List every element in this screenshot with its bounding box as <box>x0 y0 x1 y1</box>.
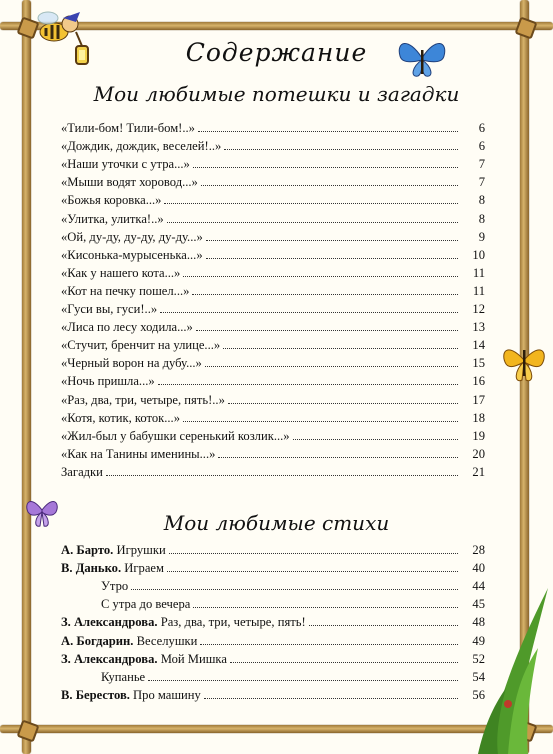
toc-entry-text: «Кот на печку пошел...» <box>61 283 190 298</box>
toc-page-number: 13 <box>472 320 485 335</box>
toc-entry-text: «Божья коровка...» <box>61 193 162 208</box>
contents-heading: Содержание <box>185 38 368 67</box>
toc-entry-author: З. Александрова. <box>61 615 158 630</box>
toc-leader-dots <box>196 330 458 331</box>
toc-entry-text: «Улитка, улитка!..» <box>61 211 164 226</box>
toc-entry[interactable] <box>61 190 485 208</box>
toc-entry-text: Мой Мишка <box>157 651 227 666</box>
toc-entry-title <box>61 284 192 299</box>
toc-entry[interactable] <box>61 208 485 226</box>
toc-page-number: 11 <box>472 283 485 298</box>
toc-list-poems <box>61 540 485 703</box>
toc-leader-dots <box>198 131 458 132</box>
toc-entry-text: «Наши уточки с утра...» <box>61 157 190 172</box>
toc-page-number: 18 <box>472 410 485 425</box>
toc-leader-dots <box>193 607 458 608</box>
toc-leader-dots <box>200 644 458 645</box>
toc-entry[interactable] <box>61 649 485 667</box>
toc-entry-text: С утра до вечера <box>101 597 191 612</box>
toc-entry-text: Игрушки <box>113 543 166 558</box>
toc-entry[interactable] <box>61 426 485 444</box>
toc-entry-title <box>61 338 223 353</box>
toc-entry-title <box>61 212 167 227</box>
toc-entry-text: Играем <box>121 561 164 576</box>
toc-entry-text: Утро <box>101 579 129 594</box>
toc-entry-title <box>61 634 200 649</box>
toc-leader-dots <box>164 203 458 204</box>
toc-entry[interactable] <box>61 136 485 154</box>
toc-leader-dots <box>223 348 458 349</box>
toc-entry[interactable] <box>61 118 485 136</box>
toc-page-number: 54 <box>472 669 485 684</box>
toc-entry[interactable] <box>61 576 485 594</box>
toc-page-number: 28 <box>472 543 485 558</box>
toc-page-number: 44 <box>472 579 485 594</box>
toc-entry-title <box>61 157 193 172</box>
toc-entry-title <box>61 543 169 558</box>
toc-leader-dots <box>224 149 458 150</box>
toc-entry[interactable] <box>61 371 485 389</box>
toc-entry-title <box>61 248 206 263</box>
toc-entry-text: Про машину <box>129 687 201 702</box>
toc-entry-text: «Гуси вы, гуси!..» <box>61 302 158 317</box>
toc-entry-title <box>61 429 293 444</box>
toc-entry-title <box>61 356 205 371</box>
toc-entry[interactable] <box>61 462 485 480</box>
toc-entry-title <box>61 597 193 612</box>
toc-entry[interactable] <box>61 389 485 407</box>
toc-leader-dots <box>206 240 458 241</box>
toc-page-number: 9 <box>478 229 485 244</box>
toc-entry-author: А. Барто. <box>61 543 114 558</box>
toc-page-number: 15 <box>472 356 485 371</box>
toc-entry[interactable] <box>61 245 485 263</box>
toc-page-number: 12 <box>472 302 485 317</box>
toc-entry-title <box>61 393 228 408</box>
toc-leader-dots <box>183 421 458 422</box>
toc-entry-text: «Кисонька-мурысенька...» <box>61 247 203 262</box>
toc-leader-dots <box>206 258 458 259</box>
toc-page-number: 21 <box>472 464 485 479</box>
toc-entry-text: «Ночь пришла...» <box>61 374 155 389</box>
toc-leader-dots <box>228 403 458 404</box>
toc-entry-title <box>61 465 106 480</box>
toc-entry-text: «Стучит, бренчит на улице...» <box>61 338 221 353</box>
toc-leader-dots <box>309 625 458 626</box>
toc-entry-title <box>61 579 131 594</box>
toc-entry-title <box>61 670 148 685</box>
toc-entry[interactable] <box>61 281 485 299</box>
toc-page-number: 17 <box>472 392 485 407</box>
toc-entry-text: Загадки <box>61 464 103 479</box>
toc-entry-text: «Ой, ду-ду, ду-ду, ду-ду...» <box>61 229 203 244</box>
toc-entry[interactable] <box>61 172 485 190</box>
toc-leader-dots <box>158 384 458 385</box>
toc-page-number: 7 <box>478 157 485 172</box>
toc-entry[interactable] <box>61 667 485 685</box>
toc-entry-text: «Как на Танины именины...» <box>61 446 216 461</box>
toc-entry[interactable] <box>61 444 485 462</box>
toc-entry-text: Веселушки <box>133 633 198 648</box>
toc-entry-text: «Черный ворон на дубу...» <box>61 356 202 371</box>
toc-leader-dots <box>106 475 458 476</box>
toc-page-number: 45 <box>472 597 485 612</box>
toc-entry-title <box>61 688 204 703</box>
toc-leader-dots <box>167 222 458 223</box>
toc-entry-author: В. Данько. <box>61 561 122 576</box>
toc-entry-text: «Лиса по лесу ходила...» <box>61 320 193 335</box>
toc-leader-dots <box>167 571 458 572</box>
toc-entry-title <box>61 175 201 190</box>
toc-page-number: 6 <box>478 139 485 154</box>
toc-entry-text: «Жил-был у бабушки серенький козлик...» <box>61 428 290 443</box>
toc-entry-title <box>61 447 218 462</box>
toc-page-number: 10 <box>472 247 485 262</box>
toc-leader-dots <box>183 276 458 277</box>
toc-leader-dots <box>148 680 458 681</box>
toc-entry-text: «Как у нашего кота...» <box>61 265 181 280</box>
toc-entry[interactable] <box>61 612 485 630</box>
toc-entry-title <box>61 615 309 630</box>
toc-leader-dots <box>192 294 458 295</box>
toc-page-number: 7 <box>478 175 485 190</box>
toc-entry[interactable] <box>61 685 485 703</box>
toc-entry[interactable] <box>61 540 485 558</box>
frame-tie-bl <box>16 719 39 742</box>
toc-entry[interactable] <box>61 299 485 317</box>
frame-tie-tr <box>514 16 537 39</box>
toc-leader-dots <box>201 185 458 186</box>
toc-page-number: 48 <box>472 615 485 630</box>
section-title-poems: Мои любимые стихи <box>163 511 390 535</box>
toc-page-number: 6 <box>478 121 485 136</box>
toc-page-number: 20 <box>472 446 485 461</box>
toc-leader-dots <box>169 553 458 554</box>
frame-bottom <box>0 725 553 733</box>
yellow-butterfly-illustration <box>498 330 550 392</box>
toc-list-nursery-rhymes <box>61 118 485 480</box>
toc-entry-title <box>61 411 183 426</box>
toc-entry-text: «Дождик, дождик, веселей!..» <box>61 139 222 154</box>
toc-entry[interactable] <box>61 317 485 335</box>
toc-leader-dots <box>293 439 458 440</box>
toc-entry-title <box>61 374 158 389</box>
toc-entry-author: З. Александрова. <box>61 651 158 666</box>
toc-entry-text: «Раз, два, три, четыре, пять!..» <box>61 392 225 407</box>
toc-entry-text: Раз, два, три, четыре, пять! <box>157 615 306 630</box>
frame-left <box>22 0 31 754</box>
toc-leader-dots <box>193 167 458 168</box>
toc-entry-text: «Котя, котик, коток...» <box>61 410 180 425</box>
toc-entry[interactable] <box>61 353 485 371</box>
toc-entry[interactable] <box>61 335 485 353</box>
toc-leader-dots <box>205 366 458 367</box>
toc-entry[interactable] <box>61 408 485 426</box>
toc-entry-title <box>61 320 196 335</box>
toc-page-number: 11 <box>472 265 485 280</box>
toc-entry-text: «Мыши водят хоровод...» <box>61 175 198 190</box>
toc-entry-title <box>61 193 164 208</box>
toc-page-number: 8 <box>478 211 485 226</box>
toc-entry-title <box>61 652 230 667</box>
toc-entry-text: «Тили-бом! Тили-бом!..» <box>61 121 195 136</box>
toc-leader-dots <box>160 312 458 313</box>
toc-entry-author: А. Богдарин. <box>61 633 134 648</box>
toc-entry[interactable] <box>61 263 485 281</box>
toc-entry-title <box>61 230 206 245</box>
toc-entry-title <box>61 561 167 576</box>
toc-page-number: 40 <box>472 561 485 576</box>
toc-page-number: 49 <box>472 633 485 648</box>
toc-page-number: 19 <box>472 428 485 443</box>
toc-entry-title <box>61 139 224 154</box>
toc-entry-author: В. Берестов. <box>61 687 130 702</box>
toc-leader-dots <box>230 662 458 663</box>
toc-page-number: 14 <box>472 338 485 353</box>
toc-page-number: 56 <box>472 687 485 702</box>
toc-leader-dots <box>131 589 458 590</box>
toc-page-number: 8 <box>478 193 485 208</box>
toc-entry[interactable] <box>61 154 485 172</box>
toc-entry[interactable] <box>61 594 485 612</box>
toc-entry-title <box>61 302 160 317</box>
toc-page-number: 52 <box>472 651 485 666</box>
toc-entry[interactable] <box>61 558 485 576</box>
section-title-nursery-rhymes: Мои любимые потешки и загадки <box>93 82 460 106</box>
toc-entry-title <box>61 121 198 136</box>
toc-entry-text: Купанье <box>101 669 146 684</box>
grass-illustration <box>478 588 553 754</box>
toc-leader-dots <box>204 698 458 699</box>
toc-entry-title <box>61 266 183 281</box>
toc-leader-dots <box>218 457 458 458</box>
toc-page-number: 16 <box>472 374 485 389</box>
toc-entry[interactable] <box>61 630 485 648</box>
toc-entry[interactable] <box>61 227 485 245</box>
